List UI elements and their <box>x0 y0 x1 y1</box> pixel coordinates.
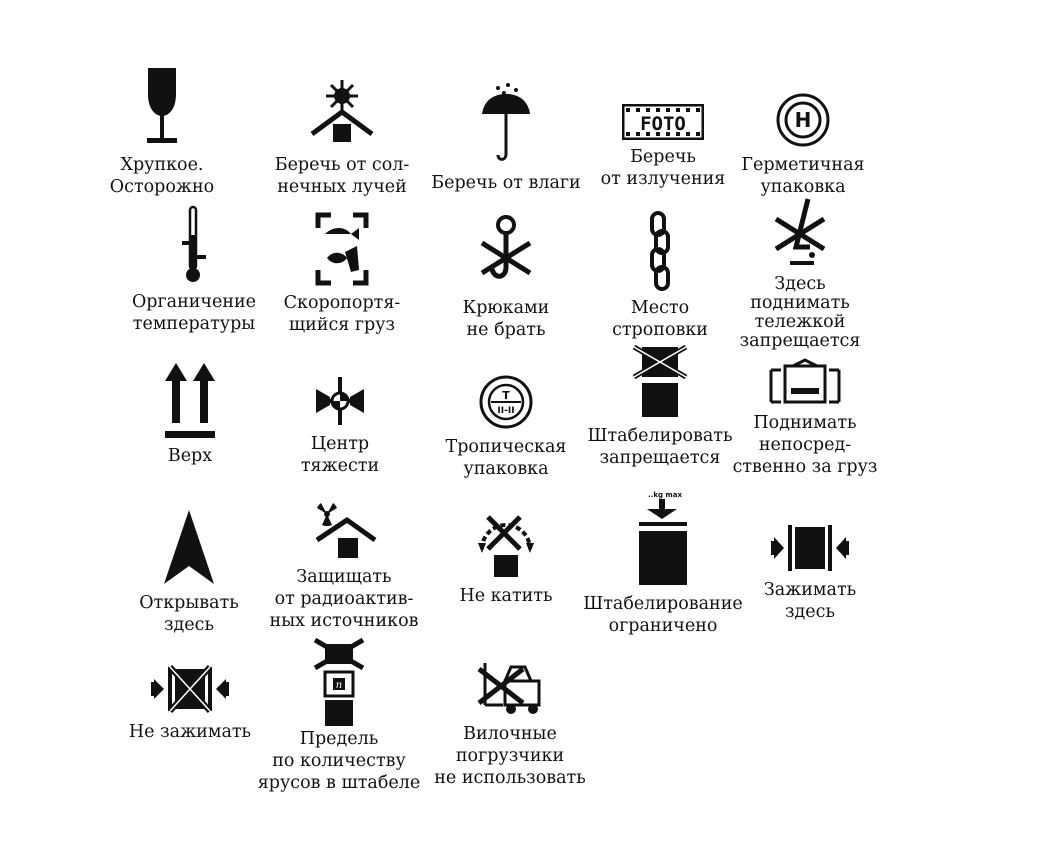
symbol-label: Скоропортя- щийся груз <box>283 293 401 335</box>
chain-icon <box>645 211 675 291</box>
symbol-label: Штабелирование ограничено <box>583 594 743 636</box>
foto-icon <box>622 104 704 140</box>
symbol-label: Центр тяжести <box>300 434 380 476</box>
arrowhead-icon <box>162 508 216 586</box>
symbol-label: Предель по количеству ярусов в штабеле <box>257 729 421 793</box>
symbol-label: Зажимать здесь <box>763 580 857 622</box>
svg-text:..kg max: ..kg max <box>648 491 682 499</box>
symbol-label: Поднимать непосред- ственно за груз <box>732 413 878 477</box>
symbol-no-forklifts <box>415 659 605 789</box>
symbol-label: Штабелировать запрещается <box>587 426 733 468</box>
symbol-clamp-by-cargo <box>710 358 900 478</box>
tier-limit-icon <box>309 638 369 728</box>
symbol-label: Не катить <box>459 586 553 606</box>
symbol-perishable <box>247 212 437 336</box>
wineglass-icon <box>134 66 190 148</box>
fish-icon <box>315 212 369 286</box>
crossed-hook-icon <box>474 213 538 291</box>
crossed-clamp-icon <box>150 663 230 715</box>
symbol-label: Защищать от радиоактив- ных источников <box>269 567 419 631</box>
symbol-label: Здесь поднимать тележкой запрещается <box>739 274 861 351</box>
up-arrows-icon <box>164 361 216 439</box>
svg-text:T: T <box>502 389 510 402</box>
symbol-label: Беречь от сол- нечных лучей <box>274 155 410 197</box>
sun-house-icon <box>302 78 382 148</box>
center-of-gravity-icon <box>312 375 368 427</box>
symbol-label: Хрупкое. Осторожно <box>109 155 215 197</box>
symbol-fragile <box>67 66 257 198</box>
symbol-label: Крюками не брать <box>462 298 550 340</box>
svg-text:n: n <box>335 680 343 691</box>
symbol-label: Органичение температуры <box>131 292 257 334</box>
symbol-no-hand-truck <box>705 195 895 351</box>
weight-limit-icon <box>631 489 695 587</box>
symbol-label: Место строповки <box>612 298 708 340</box>
crossed-roll-icon <box>474 513 538 579</box>
lift-by-cargo-icon <box>767 358 843 406</box>
umbrella-icon <box>476 82 536 166</box>
svg-text:FOTO: FOTO <box>640 113 686 135</box>
crossed-stack-icon <box>630 343 690 419</box>
radiation-house-icon <box>309 500 379 560</box>
symbol-label: Вилочные погрузчики не использовать <box>434 724 586 788</box>
symbol-label: Тропическая упаковка <box>445 437 567 479</box>
svg-text:II-II: II-II <box>497 406 515 416</box>
svg-text:H: H <box>794 108 812 132</box>
symbol-label: Верх <box>167 446 213 466</box>
tropical-circle-icon <box>478 374 534 430</box>
symbol-label: Герметичная упаковка <box>741 155 865 197</box>
symbol-keep-from-sun <box>247 78 437 198</box>
thermometer-icon <box>174 205 214 285</box>
clamp-icon <box>770 523 850 573</box>
symbol-label: Беречь от влаги <box>431 173 581 193</box>
symbol-hermetic <box>708 92 898 198</box>
symbol-label: Беречь от излучения <box>600 147 726 189</box>
symbol-label: Не зажимать <box>128 722 252 742</box>
hermetic-circle-icon <box>775 92 831 148</box>
symbol-stack-tier-limit <box>244 638 434 794</box>
symbol-clamp-here <box>715 523 905 623</box>
symbol-label: Открывать здесь <box>139 593 239 635</box>
crossed-hand-truck-icon <box>770 195 830 273</box>
symbol-center-of-gravity <box>245 375 435 477</box>
crossed-forklift-icon <box>475 659 545 717</box>
